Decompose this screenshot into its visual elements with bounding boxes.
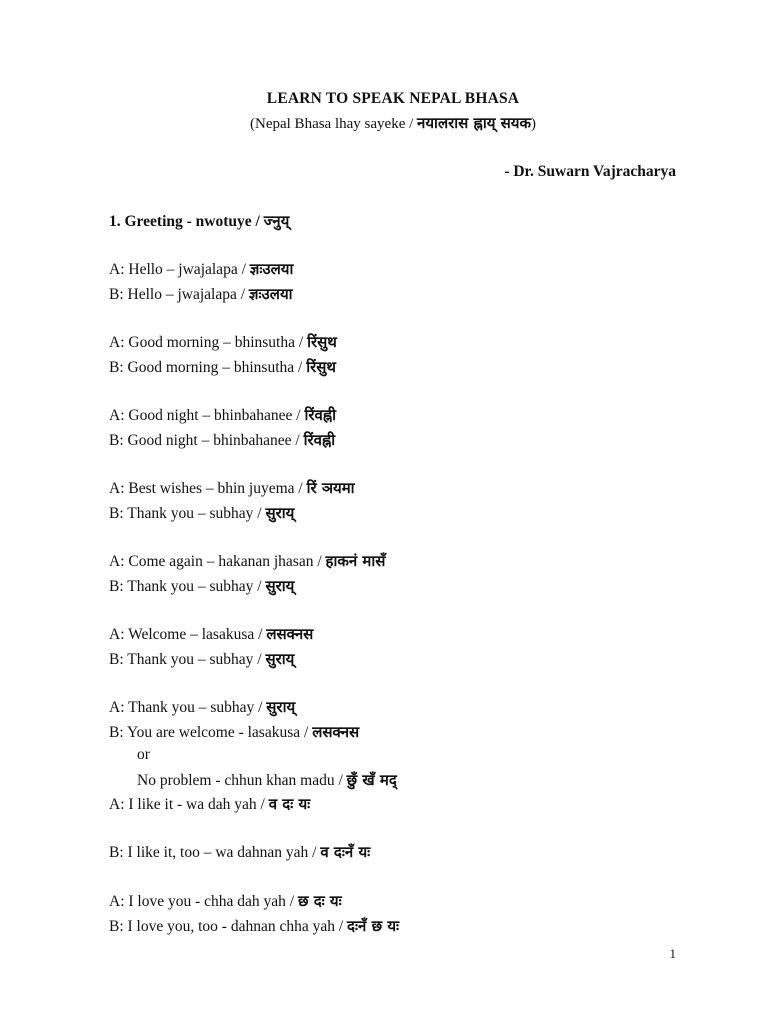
- line-script: रिंवह्नी: [303, 431, 336, 449]
- line-script: छुँ खँ मद्: [346, 771, 397, 789]
- dialogue-line: [109, 551, 385, 571]
- line-text: No problem - chhun khan madu /: [137, 772, 347, 789]
- line-text: B: Thank you – subhay /: [109, 651, 266, 668]
- line-script: रिंवह्नी: [304, 406, 337, 424]
- document-title: LEARN TO SPEAK NEPAL BHASA: [266, 90, 520, 107]
- line-text: A: I love you - chha dah yah /: [109, 893, 298, 910]
- section-heading-script: ज्नुय्: [263, 212, 290, 230]
- line-script: सुराय्: [265, 577, 295, 595]
- dialogue-line-or: [137, 746, 150, 764]
- subtitle-script: नयालरास ह्नाय् सयक: [417, 114, 531, 132]
- dialogue-line: [109, 722, 359, 742]
- author-line: - Dr. Suwarn Vajracharya: [504, 163, 676, 180]
- dialogue-line: [109, 794, 310, 814]
- line-script: सुराय्: [265, 650, 295, 668]
- dialogue-line: [109, 624, 313, 644]
- line-script: ज्ञःउलया: [249, 260, 294, 278]
- line-text: A: Welcome – lasakusa /: [109, 626, 267, 643]
- dialogue-line: [109, 697, 295, 717]
- line-text: A: Best wishes – bhin juyema /: [109, 480, 307, 497]
- dialogue-line: [109, 259, 293, 279]
- line-script: व दः यः: [268, 795, 311, 813]
- dialogue-line: [109, 842, 370, 862]
- dialogue-line: [109, 916, 399, 936]
- section-heading: [109, 211, 289, 231]
- line-script: सुराय्: [266, 698, 296, 716]
- line-text: A: Hello – jwajalapa /: [109, 261, 250, 278]
- section-heading-text: 1. Greeting - nwotuye /: [109, 213, 264, 230]
- line-text: or: [137, 746, 150, 763]
- line-text: A: I like it - wa dah yah /: [109, 796, 269, 813]
- line-script: लसक्नस: [312, 723, 360, 741]
- dialogue-line: [109, 503, 294, 523]
- dialogue-line: [109, 478, 355, 498]
- line-text: B: Good night – bhinbahanee /: [109, 432, 304, 449]
- line-text: A: Good morning – bhinsutha /: [109, 334, 308, 351]
- page-number: 1: [669, 946, 676, 961]
- line-script: रिंसुथ: [307, 333, 337, 351]
- line-text: B: Thank you – subhay /: [109, 578, 266, 595]
- line-script: रिं ञयमा: [306, 479, 355, 497]
- dialogue-line: [109, 357, 336, 377]
- line-text: B: Thank you – subhay /: [109, 505, 266, 522]
- document-subtitle: [0, 113, 768, 133]
- line-script: रिंसुथ: [306, 358, 336, 376]
- line-text: B: You are welcome - lasakusa /: [109, 724, 313, 741]
- dialogue-line: [109, 284, 293, 304]
- line-script: लसक्नस: [266, 625, 314, 643]
- dialogue-line: [109, 405, 336, 425]
- subtitle-text: (Nepal Bhasa lhay sayeke /: [250, 116, 418, 132]
- line-script: ज्ञःउलया: [248, 285, 293, 303]
- line-text: A: Thank you – subhay /: [109, 699, 267, 716]
- line-script: दःनँ छ यः: [347, 917, 400, 935]
- line-text: B: Hello – jwajalapa /: [109, 286, 249, 303]
- line-text: A: Good night – bhinbahanee /: [109, 407, 305, 424]
- line-text: B: I like it, too – wa dahnan yah /: [109, 844, 321, 861]
- dialogue-line: [109, 891, 342, 911]
- dialogue-line: [137, 770, 397, 790]
- dialogue-line: [109, 576, 294, 596]
- line-text: B: I love you, too - dahnan chha yah /: [109, 918, 348, 935]
- line-script: सुराय्: [265, 504, 295, 522]
- line-text: A: Come again – hakanan jhasan /: [109, 553, 326, 570]
- line-script: व दःनँ यः: [320, 843, 371, 861]
- subtitle-close: ): [531, 116, 536, 132]
- dialogue-line: [109, 332, 337, 352]
- line-script: छ दः यः: [297, 892, 342, 910]
- dialogue-line: [109, 649, 294, 669]
- dialogue-line: [109, 430, 335, 450]
- line-text: B: Good morning – bhinsutha /: [109, 359, 307, 376]
- line-script: हाकनं मासँ: [325, 552, 386, 570]
